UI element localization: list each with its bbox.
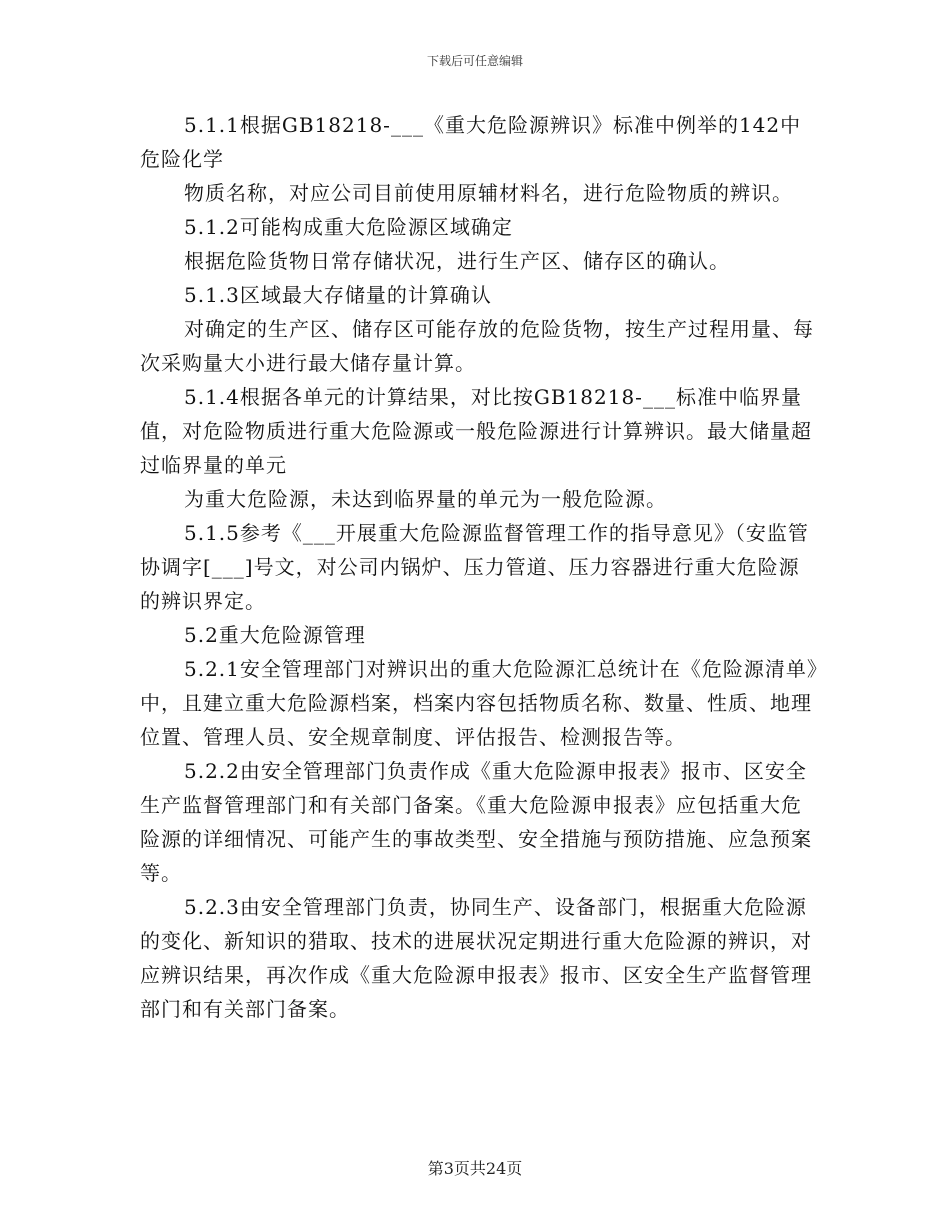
paragraph-5-1-1: 5.1.1根据GB18218-___《重大危险源辨识》标准中例举的142中危险化学 [140,113,802,171]
paragraph-5-2-3: 5.2.3由安全管理部门负责，协同生产、设备部门，根据重大危险源的变化、新知识的猎取、技术的进展状况定期进行重大危险源的辨识，对应辨识结果，再次作成《重大危险源申报表》报市、区安全生产监督管理部门和有关部门备案。 [140,895,812,1021]
paragraph-5-2-1: 5.2.1安全管理部门对辨识出的重大危险源汇总统计在《危险源清单》中，且建立重大危险源档案，档案内容包括物质名称、数量、性质、地理位置、管理人员、安全规章制度、评估报告、检测报告等。 [140,657,818,749]
paragraph-5-1-3: 5.1.3区域最大存储量的计算确认 [184,283,492,307]
document-body [140,108,820,1026]
paragraph-5-1-2: 5.1.2可能构成重大危险源区域确定 [184,215,513,239]
paragraph-5-1-3-body: 对确定的生产区、储存区可能存放的危险货物，按生产过程用量、每次采购量大小进行最大储存量计算。 [140,317,814,375]
page-number: 第3页共24页 [427,1159,523,1178]
paragraph-5-1-4-cont: 为重大危险源，未达到临界量的单元为一般危险源。 [184,487,667,511]
section-heading-5-2: 5.2重大危险源管理 [184,623,366,647]
paragraph-5-1-5: 5.1.5参考《___开展重大危险源监督管理工作的指导意见》（安监管协调字[___]号文，对公司内锅炉、压力管道、压力容器进行重大危险源的辨识界定。 [140,521,809,613]
paragraph-5-1-4: 5.1.4根据各单元的计算结果，对比按GB18218-___标准中临界量值，对危险物质进行重大危险源或一般危险源进行计算辨识。最大储量超过临界量的单元 [140,385,812,477]
paragraph-5-2-2: 5.2.2由安全管理部门负责作成《重大危险源申报表》报市、区安全生产监督管理部门和有关部门备案。《重大危险源申报表》应包括重大危险源的详细情况、可能产生的事故类型、安全措施与预防措施、应急预案等。 [140,759,812,885]
page-header: 下载后可任意编辑 [426,54,523,68]
paragraph-5-1-2-body: 根据危险货物日常存储状况，进行生产区、储存区的确认。 [184,249,730,273]
paragraph-5-1-1-cont: 物质名称，对应公司目前使用原辅材料名，进行危险物质的辨识。 [184,181,793,205]
